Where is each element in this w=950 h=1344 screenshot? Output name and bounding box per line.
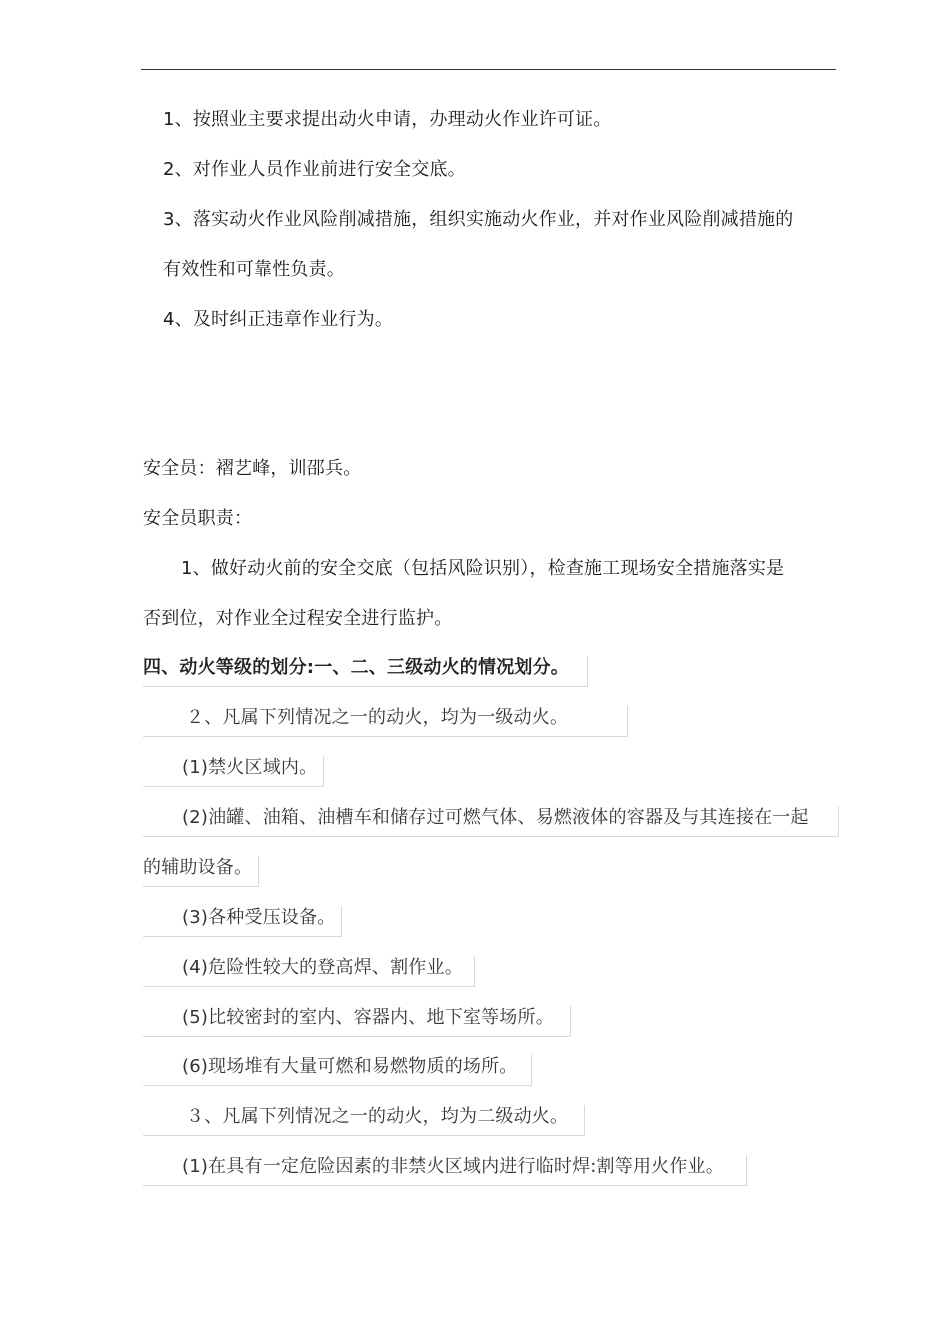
level-1-item-2 [143,806,839,837]
duty-item-3: 3、落实动火作业风险削减措施，组织实施动火作业，并对作业风险削减措施的 [163,209,794,230]
level-1-item-3-text: (3)各种受压设备。 [182,907,336,928]
level-2-intro-text: ３、凡属下列情况之一的动火，均为二级动火。 [186,1106,569,1127]
level-1-item-5 [143,1006,571,1037]
level-1-intro-text: ２、凡属下列情况之一的动火，均为一级动火。 [186,707,569,728]
level-1-intro [143,706,628,737]
section-heading-fire-levels: 四、动火等级的划分:一、二、三级动火的情况划分。 [143,656,588,687]
level-1-item-4-text: (4)危险性较大的登高焊、割作业。 [182,957,463,978]
duty-item-4: 4、及时纠正违章作业行为。 [163,309,394,330]
level-1-item-1 [143,756,324,787]
header-rule [141,69,836,70]
level-1-item-5-text: (5)比较密封的室内、容器内、地下室等场所。 [182,1007,554,1028]
safety-duty-item-1: 1、做好动火前的安全交底（包括风险识别），检查施工现场安全措施落实是 [181,558,785,579]
level-1-item-3 [143,906,342,937]
level-1-item-2-cont [143,856,259,887]
level-2-intro [143,1105,585,1136]
safety-officer-names: 安全员：褶艺峰，训邵兵。 [143,458,362,479]
level-1-item-6 [143,1055,532,1086]
level-1-item-6-text: (6)现场堆有大量可燃和易燃物质的场所。 [182,1056,518,1077]
safety-officer-duties-heading: 安全员职责： [143,508,253,529]
level-1-item-4 [143,956,475,987]
safety-duty-item-1-cont: 否到位，对作业全过程安全进行监护。 [143,608,453,629]
level-1-item-2-cont-text: 的辅助设备。 [143,857,253,878]
duty-item-3-cont: 有效性和可靠性负责。 [163,259,345,280]
duty-item-1: 1、按照业主要求提出动火申请，办理动火作业许可证。 [163,109,612,130]
level-2-item-1-text: (1)在具有一定危险因素的非禁火区域内进行临时焊:割等用火作业。 [182,1156,724,1177]
level-1-item-1-text: (1)禁火区域内。 [182,757,318,778]
level-2-item-1 [143,1155,747,1186]
level-1-item-2-text: (2)油罐、油箱、油槽车和储存过可燃气体、易燃液体的容器及与其连接在一起 [182,807,809,828]
duty-item-2: 2、对作业人员作业前进行安全交底。 [163,159,466,180]
